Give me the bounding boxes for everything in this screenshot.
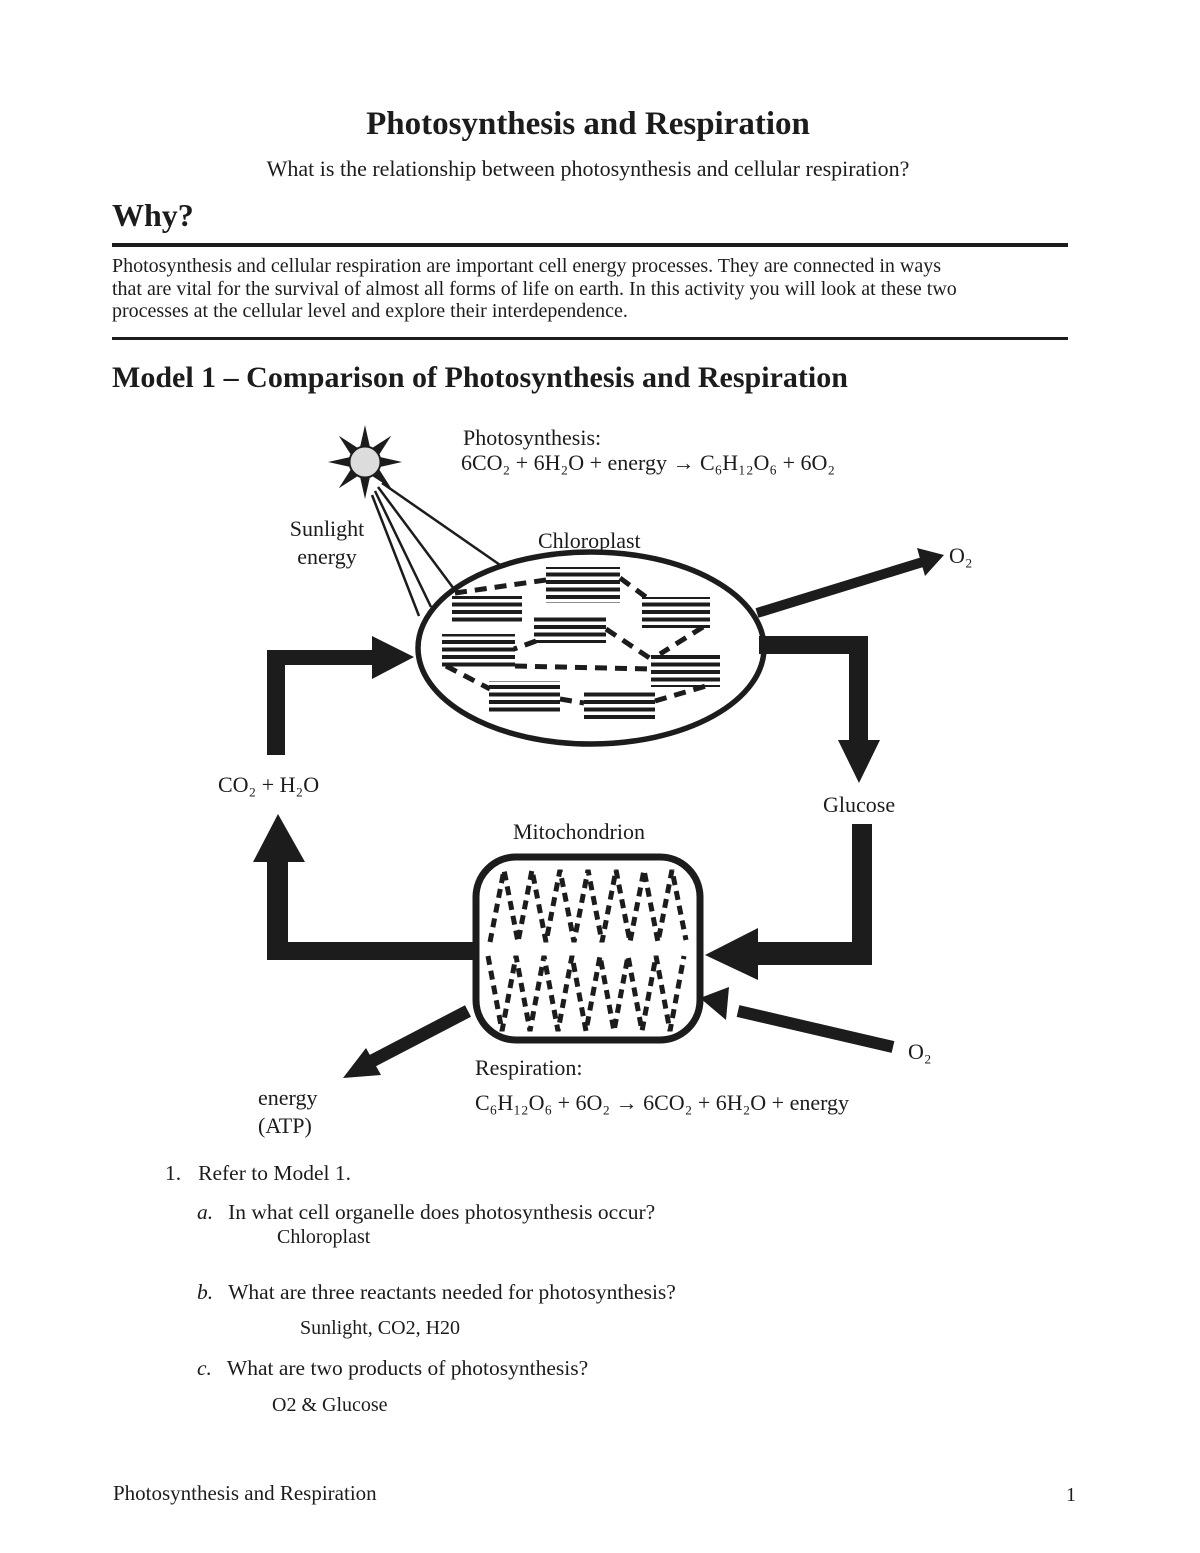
arrow-co2h2o-to-chloroplast	[267, 636, 414, 755]
question-1a	[197, 1200, 655, 1225]
photosynthesis-equation: 6CO₂ + 6H₂O + energy → C₆H₁₂O₆ + 6O₂	[461, 450, 836, 475]
question-1-text: Refer to Model 1.	[198, 1161, 351, 1185]
footer-document-title: Photosynthesis and Respiration	[113, 1481, 377, 1505]
question-1a-letter: a.	[197, 1200, 214, 1224]
arrow-chloroplast-to-glucose	[759, 636, 880, 783]
arrow-chloroplast-to-oxygen	[757, 548, 944, 613]
energy-label-line1: energy	[258, 1085, 318, 1110]
question-1c-letter: c.	[197, 1356, 212, 1380]
energy-atp-label	[258, 1084, 317, 1140]
question-1b	[197, 1280, 676, 1305]
question-1c-text: What are two products of photosynthesis?	[226, 1356, 589, 1380]
sunlight-label-line1: Sunlight	[289, 516, 365, 541]
why-body-line: Photosynthesis and cellular respiration are important cell energy processes. They are connected in ways	[112, 255, 941, 277]
energy-label-line2: (ATP)	[258, 1113, 312, 1138]
why-heading: Why?	[112, 197, 194, 233]
model1-heading: Model 1 – Comparison of Photosynthesis and Respiration	[112, 361, 848, 394]
why-body-line: that are vital for the survival of almost all forms of life on earth. In this activity you will look at these two	[112, 277, 957, 300]
divider-top	[112, 243, 1068, 247]
model1-diagram	[0, 400, 1200, 1160]
photosynthesis-label: Photosynthesis:	[463, 425, 602, 450]
divider-bottom	[112, 337, 1068, 340]
question-1b-letter: b.	[197, 1280, 214, 1304]
arrow-mitochondrion-to-energy	[343, 1011, 468, 1078]
question-1b-text: What are three reactants needed for photosynthesis?	[228, 1280, 676, 1304]
arrow-oxygen-to-mitochondrion	[700, 987, 893, 1047]
respiration-equation: C₆H₁₂O₆ + 6O₂ → 6CO₂ + 6H₂O + energy	[475, 1090, 850, 1115]
question-1b-answer: Sunlight, CO2, H20	[300, 1317, 461, 1339]
sunlight-energy-label	[277, 515, 377, 571]
oxygen-out-label: O₂	[949, 543, 973, 568]
arrow-glucose-to-mitochondrion	[705, 824, 872, 980]
chloroplast-label: Chloroplast	[538, 528, 641, 553]
sunlight-label-line2: energy	[297, 544, 357, 569]
question-1-number: 1.	[165, 1161, 182, 1185]
mitochondrion-shape	[476, 857, 700, 1040]
why-body	[112, 255, 957, 323]
oxygen-in-label: O₂	[908, 1039, 932, 1064]
arrow-mitochondrion-to-co2h2o	[253, 814, 474, 960]
page-title: Photosynthesis and Respiration	[366, 106, 810, 142]
question-1	[165, 1161, 351, 1186]
co2-h2o-label: CO₂ + H₂O	[218, 772, 320, 797]
footer-page-number: 1	[1066, 1484, 1076, 1506]
page-subtitle: What is the relationship between photosynthesis and cellular respiration?	[266, 156, 910, 181]
question-1c	[197, 1356, 588, 1381]
question-1a-answer: Chloroplast	[277, 1226, 371, 1248]
question-1c-answer: O2 & Glucose	[272, 1394, 388, 1416]
respiration-label: Respiration:	[475, 1055, 583, 1080]
why-body-line: processes at the cellular level and explore their interdependence.	[112, 300, 628, 322]
model1-diagram-graphics	[0, 400, 1200, 1160]
glucose-label: Glucose	[823, 792, 896, 817]
chloroplast-shape	[418, 552, 764, 744]
mitochondrion-label: Mitochondrion	[513, 819, 645, 844]
question-1a-text: In what cell organelle does photosynthesis occur?	[228, 1200, 656, 1224]
